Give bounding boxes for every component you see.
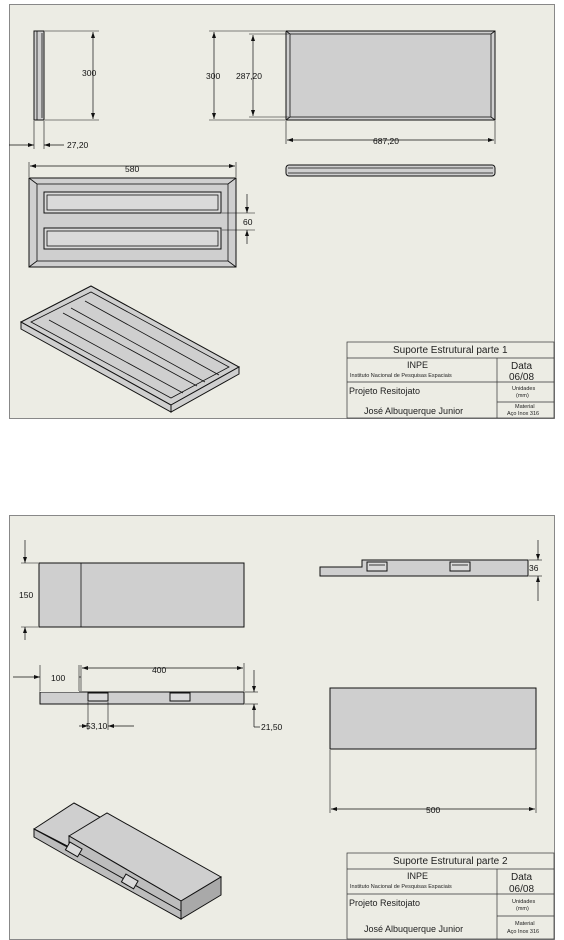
dim-580-plan [29,162,236,177]
top-rail-view [286,165,495,176]
dim-500 [330,750,536,815]
dim-287-front [236,34,289,117]
profile-right-slot-2 [450,562,470,571]
dim-label: 36 [529,563,539,573]
sheet-1-drawing [9,4,555,419]
dim-label: 300 [206,71,221,81]
material-label: Material [515,921,535,927]
date-value: 06/08 [509,372,535,383]
org-full: Instituto Nacional de Pesquisas Espaciais [350,884,452,890]
profile-left-slot-2 [170,693,190,701]
sheet-2-drawing [9,515,555,940]
author-name: José Albuquerque Junior [364,924,464,934]
plan-view [29,178,236,267]
dim-label: 150 [19,590,34,600]
project-name: Projeto Resitojato [349,386,421,396]
plate-body [330,688,536,749]
title-block-2 [347,853,554,939]
profile-left-slot-1 [88,693,108,701]
dim-label: 500 [426,805,441,815]
drawing-sheet-1 [9,4,555,419]
org-full: Instituto Nacional de Pesquisas Espaciais [350,373,452,379]
dim-150 [19,540,38,640]
dim-label: 287,20 [236,71,262,81]
dim-label: 300 [82,68,97,78]
profile-right-body [320,560,528,576]
block-top-view [39,563,244,627]
org-name: INPE [407,360,429,370]
top-rail-body [286,165,495,176]
dim-687-front [286,121,495,146]
org-name: INPE [407,871,429,881]
side-view-body [34,31,44,120]
dim-label: 580 [125,164,140,174]
dim-label: 100 [51,673,66,683]
units-label: Unidades [512,386,536,392]
units-value: (mm) [516,906,529,912]
drawing-title: Suporte Estrutural parte 1 [393,345,508,356]
dim-400 [81,663,244,691]
drawing-title: Suporte Estrutural parte 2 [393,856,508,867]
date-label: Data [511,872,533,883]
dim-label: 27,20 [67,140,89,150]
isometric-view-2 [34,803,221,919]
units-value: (mm) [516,393,529,399]
plan-view-body [29,178,236,267]
dim-label: 687,20 [373,136,399,146]
material-value: Aço Inox 316 [507,929,540,935]
dim-300-side [45,31,99,120]
front-view [286,31,495,120]
material-value: Aço Inox 316 [507,411,540,417]
dim-label: 60 [243,217,253,227]
dim-36 [529,540,542,601]
dim-21 [245,670,283,732]
plate-view [330,688,536,749]
project-name: Projeto Resitojato [349,898,421,908]
isometric-view-1 [21,286,239,412]
dim-27-side [9,121,89,150]
profile-right-slot-1 [367,562,387,571]
material-label: Material [515,404,535,410]
drawing-sheet-2 [9,515,555,940]
block-top-body [39,563,244,627]
profile-view-left [40,687,244,704]
front-view-body [286,31,495,120]
date-value: 06/08 [509,884,535,895]
dim-label: 400 [152,665,167,675]
date-label: Data [511,361,533,372]
dim-label: 21,50 [261,722,283,732]
title-block-1 [347,342,554,418]
units-label: Unidades [512,899,536,905]
dim-label: 53,10 [86,721,108,731]
profile-left-body [40,692,244,704]
author-name: José Albuquerque Junior [364,406,464,416]
dim-53 [79,702,134,731]
side-view [34,31,44,120]
profile-view-right [320,560,528,576]
